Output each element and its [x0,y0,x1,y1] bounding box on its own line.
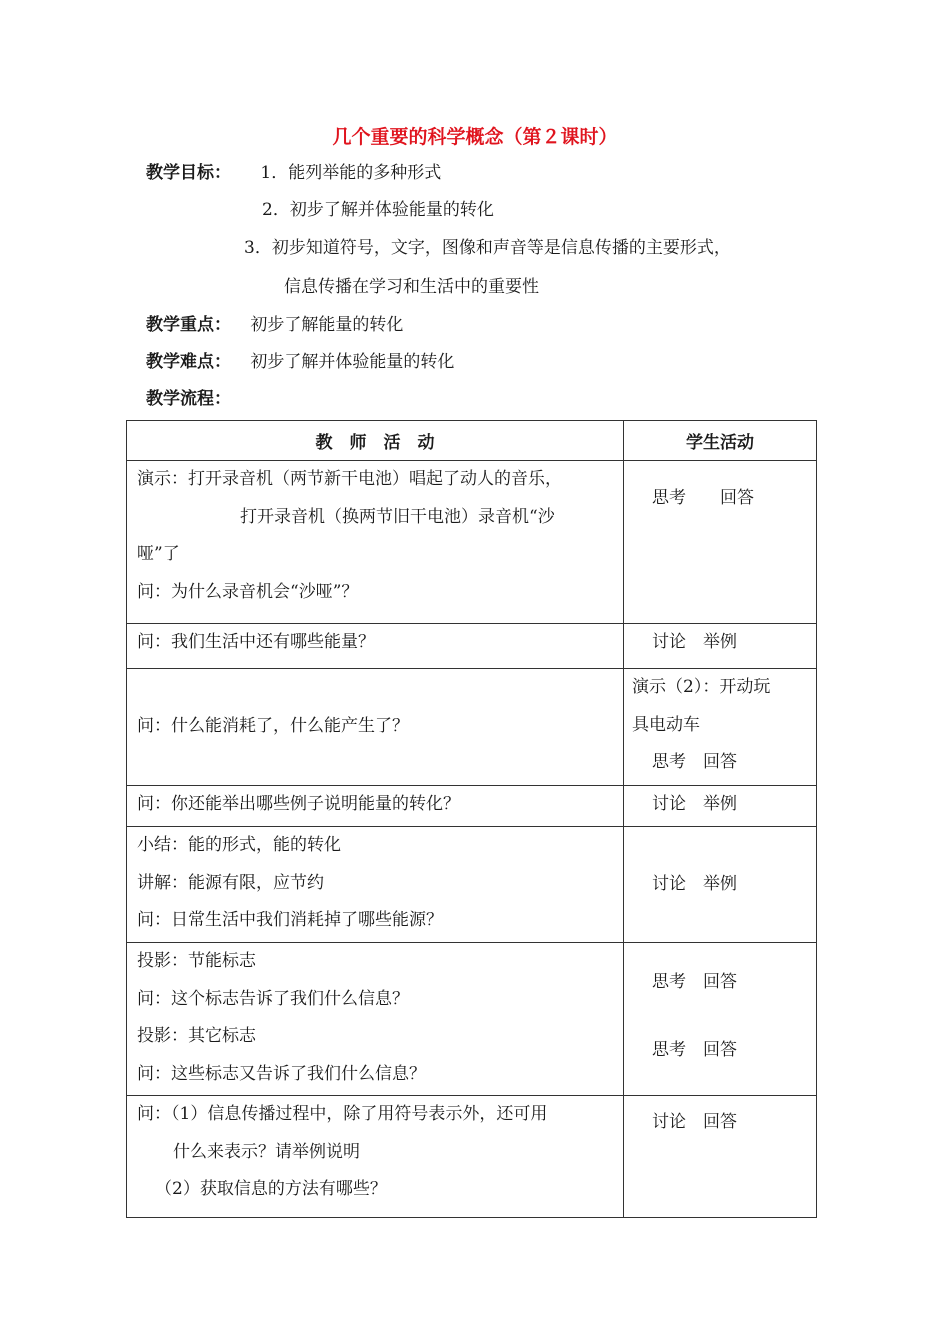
difficulty-text: 初步了解并体验能量的转化 [250,352,455,372]
teacher-line: 问：为什么录音机会“沙哑”？ [137,581,359,602]
student-cell [624,943,817,1096]
table-row [127,786,817,827]
teacher-line: 问：这个标志告诉了我们什么信息？ [137,988,409,1009]
student-cell [624,1096,817,1218]
table-row [127,1096,817,1218]
teacher-line: 讲解：能源有限，应节约 [137,872,324,893]
student-cell [624,786,817,827]
difficulty [146,347,454,372]
student-line: 演示（2）：开动玩 [632,677,771,697]
student-line: 具电动车 [632,714,700,735]
objectives-label: 教学目标： [146,163,231,183]
student-cell [624,827,817,943]
student-line: 思考 回答 [652,488,754,508]
header-student-activity: 学生活动 [624,421,817,461]
flow [146,384,231,409]
student-cell [624,461,817,624]
key-point [146,310,403,335]
teacher-line: 投影：其它标志 [137,1026,256,1046]
teacher-cell [127,461,624,624]
student-cell [624,624,817,669]
teacher-line: 哑”了 [137,544,180,564]
teacher-cell [127,1096,624,1218]
teacher-cell [127,669,624,786]
teacher-line: 问：你还能举出哪些例子说明能量的转化？ [137,794,460,814]
key-point-text: 初步了解能量的转化 [250,315,404,335]
student-line: 讨论 举例 [652,873,737,894]
objectives-line-1 [146,158,441,183]
teacher-line: 问：这些标志又告诉了我们什么信息？ [137,1063,426,1084]
teacher-cell [127,943,624,1096]
teacher-cell [127,624,624,669]
objective-item-2: 2．初步了解并体验能量的转化 [262,200,494,220]
table-row [127,461,817,624]
student-line: 讨论 举例 [652,632,737,652]
table-row [127,624,817,669]
teacher-line: 问：（1）信息传播过程中，除了用符号表示外，还可用 [137,1104,548,1124]
table-row [127,669,817,786]
key-point-label: 教学重点： [146,315,231,335]
page-title: 几个重要的科学概念（第２课时） [332,126,618,148]
objective-item-3-line-2: 信息传播在学习和生活中的重要性 [284,277,539,297]
teacher-cell [127,827,624,943]
flow-label: 教学流程： [146,389,231,409]
table-header-row [127,421,817,461]
teacher-line: 投影：节能标志 [137,951,256,971]
teacher-line: 小结：能的形式，能的转化 [137,835,341,855]
student-line: 思考 回答 [652,752,737,772]
student-line: 思考 回答 [652,972,737,992]
teacher-line: 问：日常生活中我们消耗掉了哪些能源？ [137,910,443,930]
table-row [127,943,817,1096]
objective-item-3-line-1: 3．初步知道符号，文字，图像和声音等是信息传播的主要形式， [244,238,731,258]
teacher-cell [127,786,624,827]
teacher-line: 演示：打开录音机（两节新干电池）唱起了动人的音乐， [137,469,562,489]
student-line: 讨论 回答 [652,1112,737,1132]
student-cell [624,669,817,786]
header-teacher-activity: 教 师 活 动 [127,421,624,461]
teacher-line: 问：我们生活中还有哪些能量？ [137,632,375,652]
teacher-line: 什么来表示？请举例说明 [173,1141,360,1162]
lesson-table [126,420,817,1218]
teacher-line: （2）获取信息的方法有哪些？ [155,1179,387,1199]
objective-item-1: 1．能列举能的多种形式 [260,163,442,183]
teacher-line: 打开录音机（换两节旧干电池）录音机“沙 [240,506,555,527]
teacher-line: 问：什么能消耗了，什么能产生了？ [137,716,409,737]
student-line: 思考 回答 [652,1039,737,1060]
difficulty-label: 教学难点： [146,352,231,372]
table-row [127,827,817,943]
student-line: 讨论 举例 [652,794,737,814]
